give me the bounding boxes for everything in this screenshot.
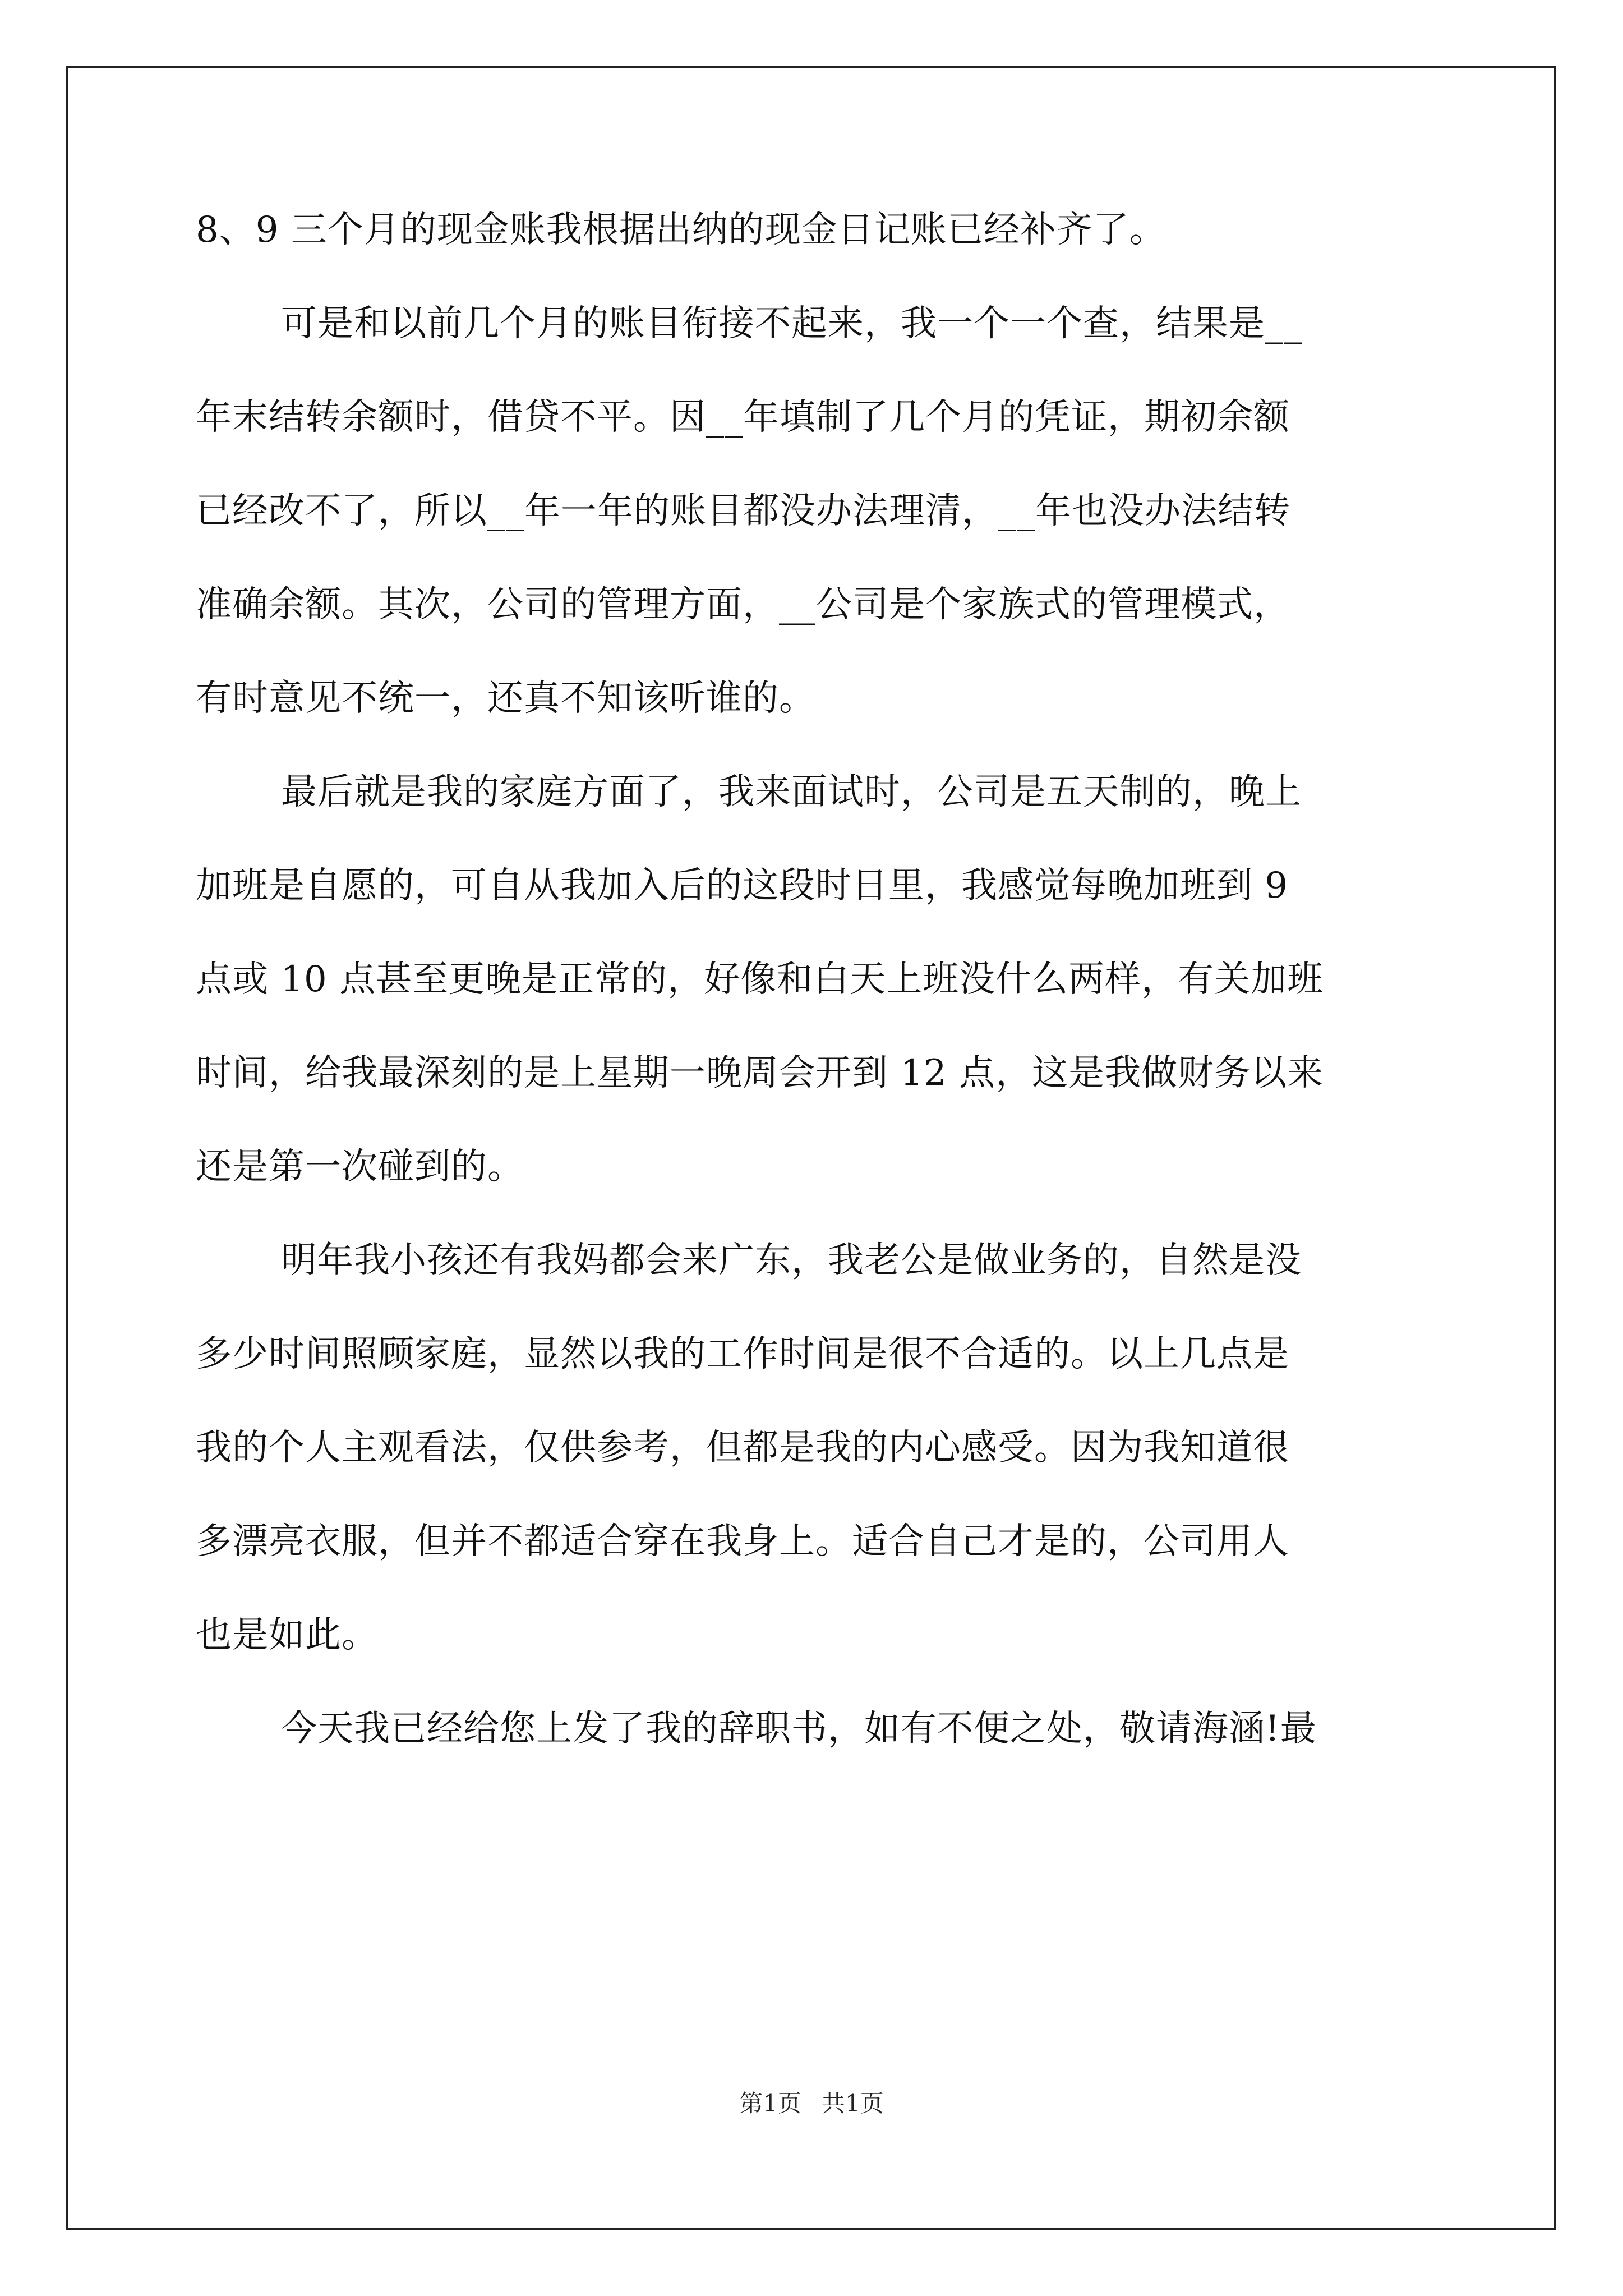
paragraph-2-line-1: 可是和以前几个月的账目衔接不起来，我一个一个查，结果是__ <box>281 303 1302 344</box>
paragraph-2-line-5: 有时意见不统一，还真不知该听谁的。 <box>196 678 815 719</box>
paragraph-4-line-3: 我的个人主观看法，仅供参考，但都是我的内心感受。因为我知道很 <box>196 1427 1289 1469</box>
paragraph-4-line-2: 多少时间照顾家庭，显然以我的工作时间是很不合适的。以上几点是 <box>196 1333 1289 1375</box>
paragraph-4-line-5: 也是如此。 <box>196 1614 378 1656</box>
paragraph-3-line-5: 还是第一次碰到的。 <box>196 1146 524 1188</box>
page-total: 共1页 <box>822 2090 884 2117</box>
paragraph-4-line-4: 多漂亮衣服，但并不都适合穿在我身上。适合自己才是的，公司用人 <box>196 1521 1289 1562</box>
document-body <box>196 202 1430 1757</box>
paragraph-2-line-3: 已经改不了，所以__年一年的账目都没办法理清，__年也没办法结转 <box>196 490 1290 532</box>
paragraph-3-line-3: 点或 10 点甚至更晚是正常的，好像和白天上班没什么两样，有关加班 <box>196 959 1324 1000</box>
paragraph-3-line-4: 时间，给我最深刻的是上星期一晚周会开到 12 点，这是我做财务以来 <box>196 1052 1324 1094</box>
paragraph-5-line-1: 今天我已经给您上发了我的辞职书，如有不便之处，敬请海涵!最 <box>281 1708 1317 1750</box>
page-number: 第1页 <box>739 2090 801 2117</box>
paragraph-1-line-1: 8、9 三个月的现金账我根据出纳的现金日记账已经补齐了。 <box>196 209 1166 251</box>
page-footer <box>0 2090 1623 2118</box>
paragraph-3-line-1: 最后就是我的家庭方面了，我来面试时，公司是五天制的，晚上 <box>281 771 1302 813</box>
paragraph-2-line-2: 年末结转余额时，借贷不平。因__年填制了几个月的凭证，期初余额 <box>196 397 1290 438</box>
paragraph-4-line-1: 明年我小孩还有我妈都会来广东，我老公是做业务的，自然是没 <box>281 1240 1302 1281</box>
paragraph-2-line-4: 准确余额。其次，公司的管理方面，__公司是个家族式的管理模式， <box>196 584 1290 625</box>
paragraph-3-line-2: 加班是自愿的，可自从我加入后的这段时日里，我感觉每晚加班到 9 <box>196 865 1289 907</box>
